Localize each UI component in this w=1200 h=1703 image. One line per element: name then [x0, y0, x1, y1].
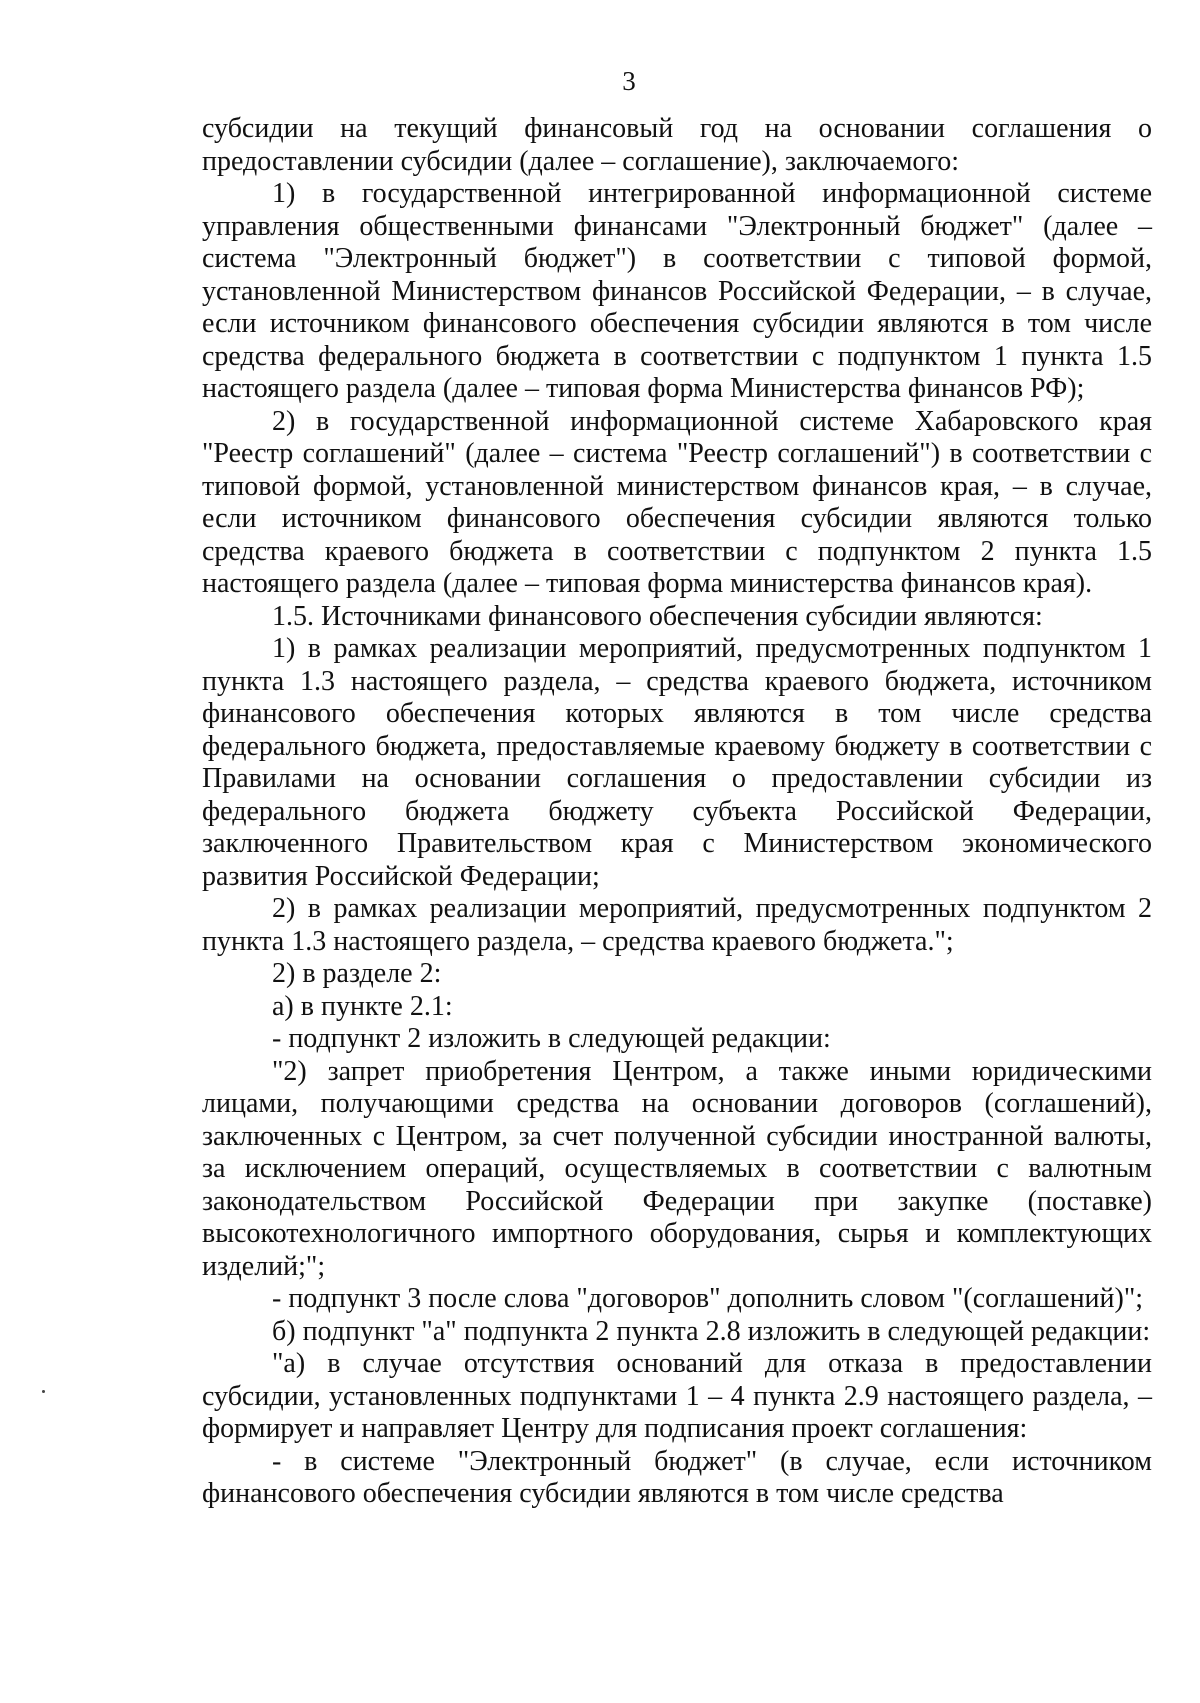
paragraph-section-2: 2) в разделе 2: — [272, 958, 442, 989]
paragraph-point-2-8-text: "а) в случае отсутствия оснований для отказа в предоставлении субсидии, установленных подпунктами 1 – 4 пункта 2.9 настоящего раздела, – формирует и направляет Центру для подписания проект соглашения: — [202, 1348, 1152, 1444]
paragraph-electronic-budget-case: - в системе "Электронный бюджет" (в случае, если источником финансового обеспечения субсидии являются в том числе средства — [202, 1445, 1152, 1509]
paragraph-section-1-5: 1.5. Источниками финансового обеспечения субсидии являются: — [272, 600, 1043, 632]
document-body — [202, 113, 1152, 1511]
paragraph-item-2-agreements-registry: 2) в государственной информационной системе Хабаровского края "Реестр соглашений" (далее – система "Реестр соглашений") в соответствии с типовой формой, установленной министерством финансов края, – в случае, если источником финансового обеспечения субсидии являются только средства краевого бюджета в соответствии с подпунктом 2 пункта 1.5 настоящего раздела (далее – типовая форма министерства финансов края). — [202, 405, 1152, 599]
scan-speck — [42, 1390, 45, 1393]
paragraph-point-2-8-instruction: б) подпункт "а" подпункта 2 пункта 2.8 изложить в следующей редакции: — [272, 1315, 1151, 1347]
paragraph-1-5-item-2: 2) в рамках реализации мероприятий, предусмотренных подпунктом 2 пункта 1.3 настоящего раздела, – средства краевого бюджета."; — [202, 893, 1152, 957]
paragraph-subpoint-2-text: "2) запрет приобретения Центром, а также иными юридическими лицами, получающими средства на основании договоров (соглашений), заключенных с Центром, за счет полученной субсидии иностранной валюты, за исключением операций, осуществляемых в соответствии с валютным законодательством Российской Федерации при закупке (поставке) высокотехнологичного импортного оборудования, сырья и комплектующих изделий;"; — [202, 1055, 1152, 1282]
page-number: 3 — [622, 66, 636, 96]
paragraph-continuation: субсидии на текущий финансовый год на основании соглашения о предоставлении субсидии (далее – соглашение), заключаемого: — [202, 113, 1152, 177]
paragraph-subpoint-3-amendment: - подпункт 3 после слова "договоров" дополнить словом "(соглашений)"; — [272, 1283, 1144, 1314]
paragraph-point-2-1: а) в пункте 2.1: — [272, 990, 453, 1022]
paragraph-subpoint-2-instruction: - подпункт 2 изложить в следующей редакции: — [272, 1023, 831, 1054]
paragraph-1-5-item-1: 1) в рамках реализации мероприятий, предусмотренных подпунктом 1 пункта 1.3 настоящего раздела, – средства краевого бюджета, источником финансового обеспечения которых являются в том числе средства федерального бюджета, предоставляемые краевому бюджету в соответствии с Правилами на основании соглашения о предоставлении субсидии из федерального бюджета бюджету субъекта Российской Федерации, заключенного Правительством края с Министерством экономического развития Российской Федерации; — [202, 633, 1152, 892]
paragraph-item-1-electronic-budget: 1) в государственной интегрированной информационной системе управления общественными финансами "Электронный бюджет" (далее – система "Электронный бюджет") в соответствии с типовой формой, установленной Министерством финансов Российской Федерации, – в случае, если источником финансового обеспечения субсидии являются в том числе средства федерального бюджета в соответствии с подпунктом 1 пункта 1.5 настоящего раздела (далее – типовая форма Министерства финансов РФ); — [202, 178, 1152, 404]
